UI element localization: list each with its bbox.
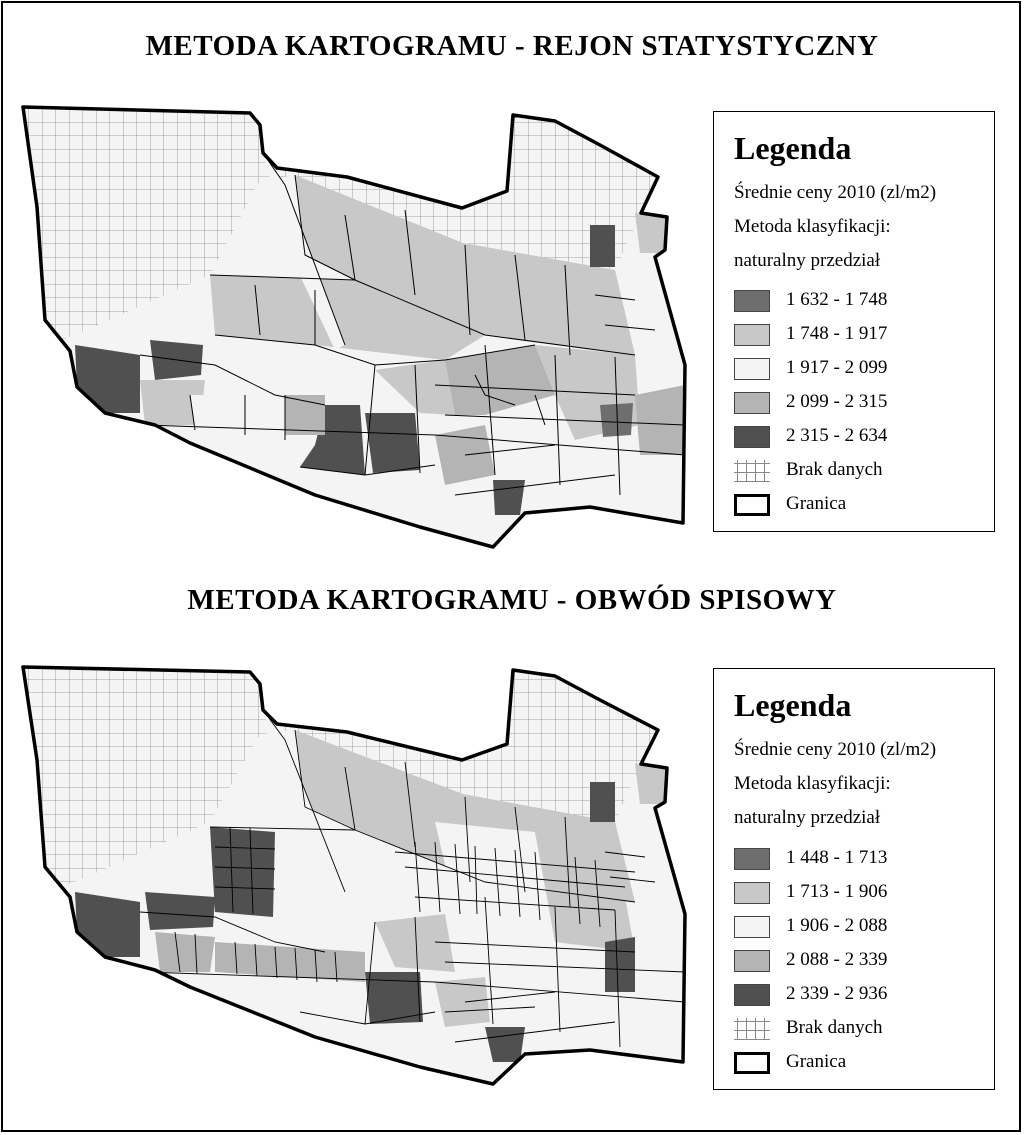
choropleth-map-obwod	[15, 652, 705, 1092]
legend-swatch	[734, 290, 770, 312]
legend-swatch	[734, 848, 770, 870]
legend-swatch	[734, 392, 770, 414]
legend-class-label: 1 917 - 2 099	[786, 357, 888, 378]
legend-class-label: 1 448 - 1 713	[786, 847, 888, 868]
boundary-swatch	[734, 494, 770, 516]
legend-swatch	[734, 426, 770, 448]
legend-no-data-label: Brak danych	[786, 459, 883, 480]
legend-subtitle: Średnie ceny 2010 (zl/m2)	[734, 182, 937, 203]
legend-method-label: Metoda klasyfikacji:	[734, 773, 891, 794]
legend-swatch	[734, 324, 770, 346]
legend-title: Legenda	[734, 130, 852, 166]
no-data-swatch	[734, 460, 770, 482]
legend-boundary-label: Granica	[786, 493, 847, 514]
legend-title: Legenda	[734, 687, 852, 723]
map-title-obwod: METODA KARTOGRAMU - OBWÓD SPISOWY	[187, 584, 837, 616]
legend-method-label: Metoda klasyfikacji:	[734, 216, 891, 237]
legend-boundary-label: Granica	[786, 1051, 847, 1072]
legend-class-label: 1 632 - 1 748	[786, 289, 888, 310]
legend-class-label: 1 906 - 2 088	[786, 915, 888, 936]
legend-swatch	[734, 916, 770, 938]
legend-class-label: 1 713 - 1 906	[786, 881, 888, 902]
choropleth-map-rejon	[15, 95, 705, 560]
legend-no-data-label: Brak danych	[786, 1017, 883, 1038]
map-title-rejon: METODA KARTOGRAMU - REJON STATYSTYCZNY	[145, 30, 879, 62]
legend-rejon	[713, 111, 995, 532]
legend-class-label: 2 339 - 2 936	[786, 983, 888, 1004]
legend-swatch	[734, 358, 770, 380]
boundary-swatch	[734, 1052, 770, 1074]
legend-method-value: naturalny przedział	[734, 807, 881, 828]
legend-swatch	[734, 950, 770, 972]
legend-class-label: 1 748 - 1 917	[786, 323, 888, 344]
map-tracts	[15, 652, 705, 1092]
legend-obwod	[713, 668, 995, 1090]
legend-class-label: 2 088 - 2 339	[786, 949, 888, 970]
legend-method-value: naturalny przedział	[734, 250, 881, 271]
no-data-swatch	[734, 1018, 770, 1040]
legend-swatch	[734, 984, 770, 1006]
legend-class-label: 2 315 - 2 634	[786, 425, 888, 446]
map-regions	[15, 95, 705, 560]
legend-class-label: 2 099 - 2 315	[786, 391, 888, 412]
legend-subtitle: Średnie ceny 2010 (zl/m2)	[734, 739, 937, 760]
legend-swatch	[734, 882, 770, 904]
